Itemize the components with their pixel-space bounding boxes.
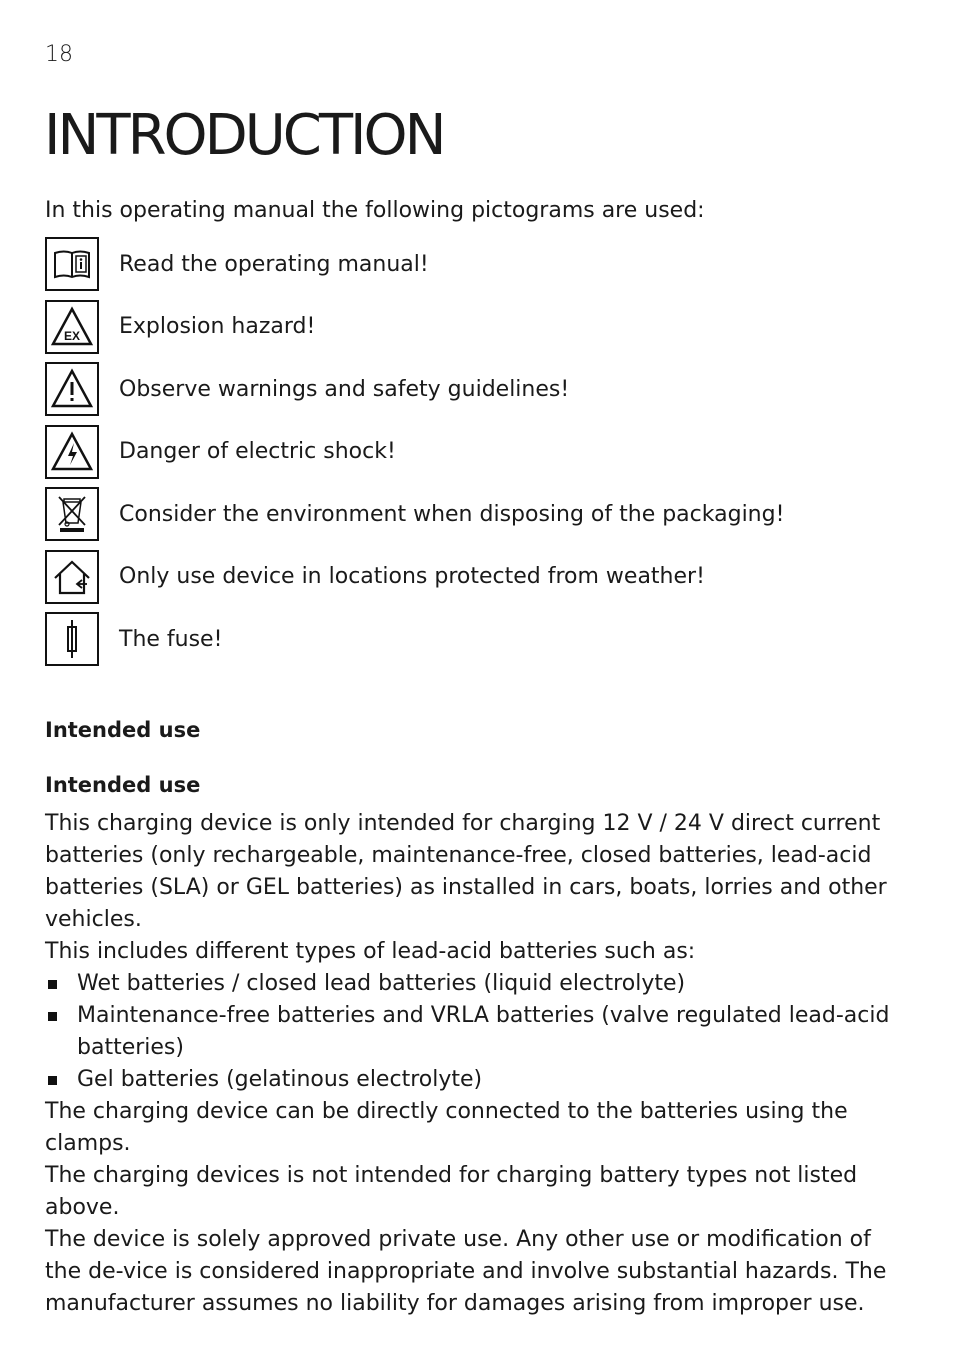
pictogram-row-house: [45, 550, 784, 604]
section-heading-intended-use: Intended use: [45, 718, 201, 742]
list-item: Maintenance-free batteries and VRLA batteries (valve regulated lead-acid batteries): [45, 1000, 895, 1064]
paragraph-purpose: This charging device is only intended for charging 12 V / 24 V direct current batteries (only rechargeable, maintenance-free, closed batteries, lead-acid batteries (SLA) or GEL batteries) as installed in cars, boats, lorries and other vehicles.: [45, 811, 887, 932]
crossed-bin-icon: [45, 487, 99, 541]
pictogram-row-manual: [45, 237, 784, 291]
paragraph-liability: The device is solely approved private use. Any other use or modification of the de-vice is considered inappropriate and involve substantial hazards. The manufacturer assumes no liability for damages arising from improper use.: [45, 1227, 887, 1316]
page-title: INTRODUCTION: [44, 103, 444, 168]
paragraph-battery-types-intro: This includes different types of lead-acid batteries such as:: [45, 939, 696, 964]
explosion-hazard-icon: [45, 300, 99, 354]
list-item: Gel batteries (gelatinous electrolyte): [45, 1064, 895, 1096]
pictogram-label: The fuse!: [119, 626, 223, 652]
pictogram-label: Only use device in locations protected from weather!: [119, 564, 705, 589]
pictogram-row-explosion: [45, 300, 784, 354]
pictogram-row-electric: [45, 425, 784, 479]
house-icon: [45, 550, 99, 604]
pictogram-label: Consider the environment when disposing of the packaging!: [119, 501, 785, 527]
pictogram-label: Read the operating manual!: [119, 251, 429, 277]
pictogram-label: Observe warnings and safety guidelines!: [119, 376, 570, 402]
battery-types-list: [45, 968, 895, 1096]
explosion-symbol-text: EX: [63, 328, 81, 343]
paragraph-connection: The charging device can be directly connected to the batteries using the clamps.: [45, 1099, 848, 1156]
intended-use-body: [45, 808, 895, 1320]
pictogram-label: Explosion hazard!: [119, 314, 316, 339]
paragraph-not-intended: The charging devices is not intended for charging battery types not listed above.: [45, 1163, 858, 1220]
warning-icon: [45, 362, 99, 416]
pictogram-row-bin: [45, 487, 784, 541]
pictogram-label: Danger of electric shock!: [119, 439, 396, 464]
manual-icon: [45, 237, 99, 291]
pictogram-row-warning: [45, 362, 784, 416]
subsection-heading-intended-use: Intended use: [45, 773, 201, 797]
electric-shock-icon: [45, 425, 99, 479]
intro-text: In this operating manual the following pictograms are used:: [45, 198, 705, 223]
fuse-icon: [45, 612, 99, 666]
page-number: 18: [45, 42, 73, 67]
pictogram-list: [45, 237, 784, 675]
pictogram-row-fuse: [45, 612, 784, 666]
list-item: Wet batteries / closed lead batteries (liquid electrolyte): [45, 968, 895, 1000]
